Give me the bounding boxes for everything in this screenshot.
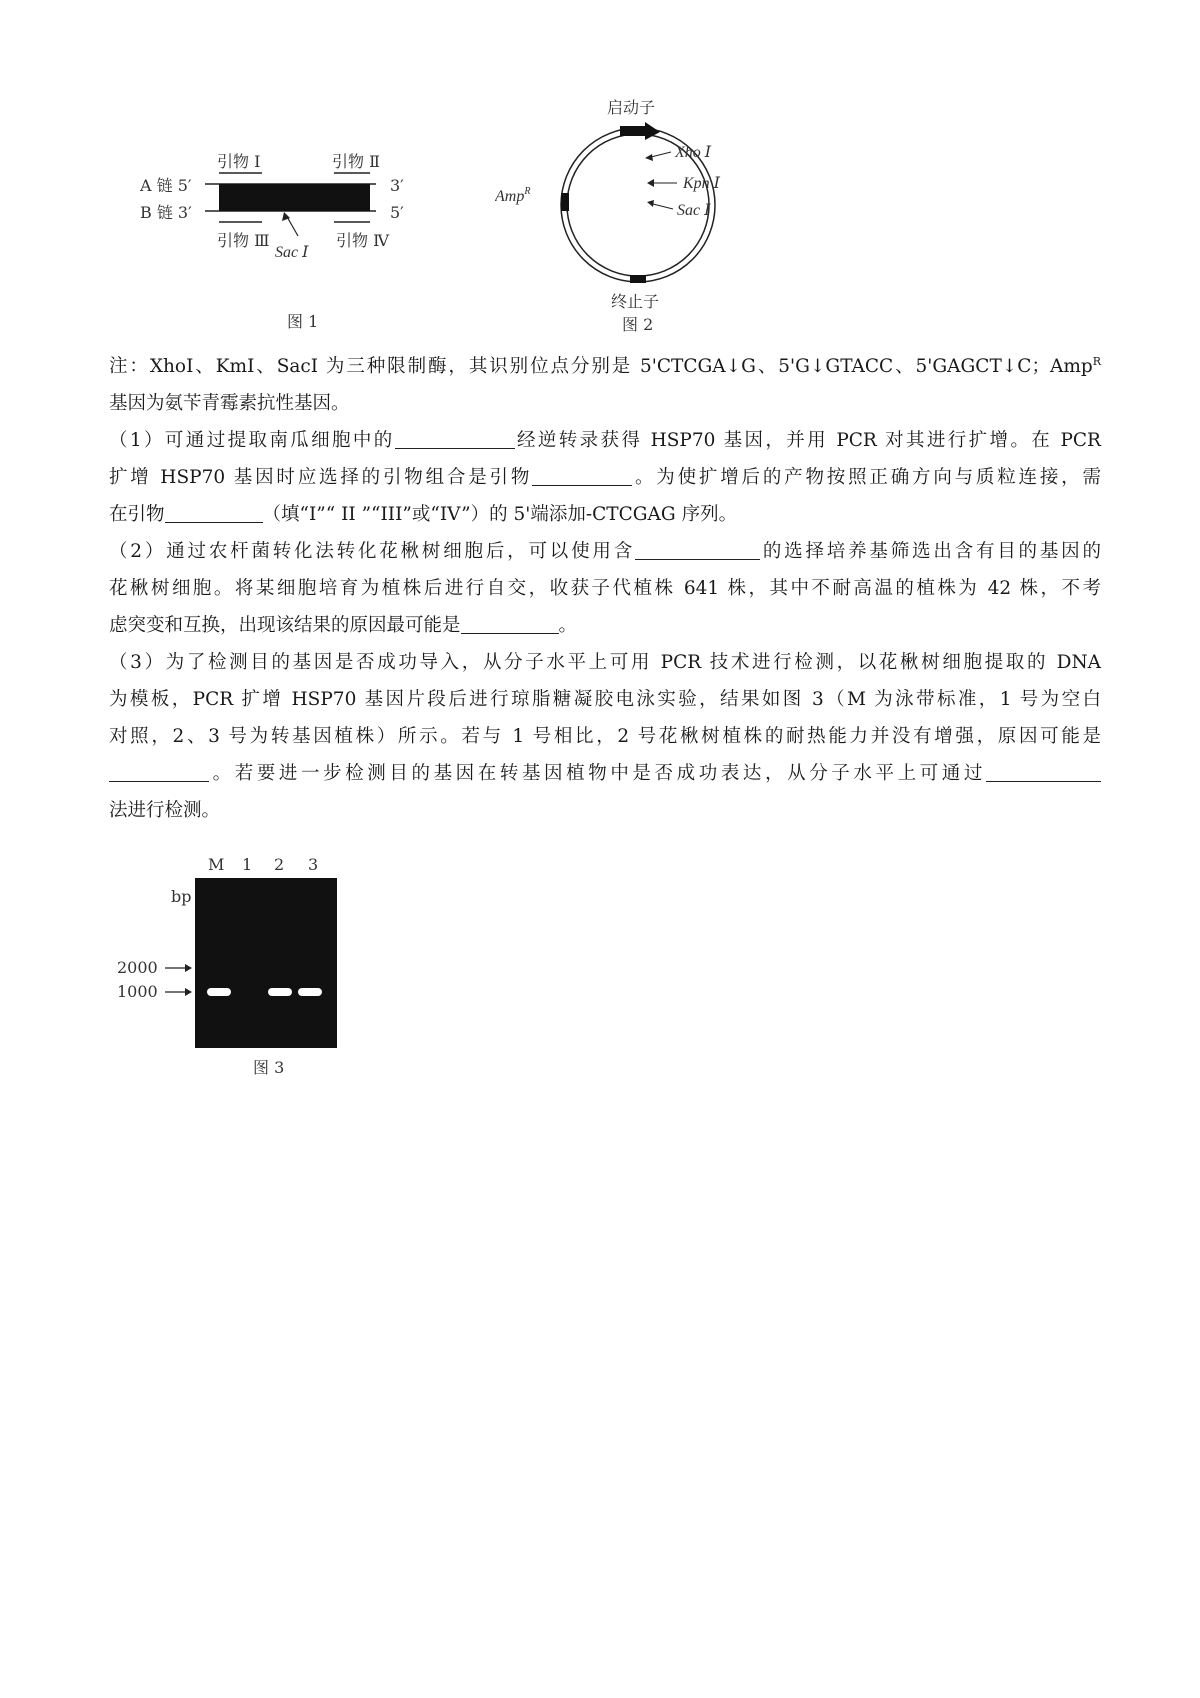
note-superscript: R	[1092, 354, 1101, 368]
blank-q2-selection[interactable]	[635, 537, 760, 560]
lane-label-m: M	[208, 855, 225, 874]
amp-superscript: R	[524, 186, 531, 197]
marker-2000-label: 2000	[117, 958, 158, 977]
note-line-1: 注：XhoI、KmI、SacI 为三种限制酶，其识别位点分别是 5'CTCGA↓G、5'G↓GTACC、5'GAGCT↓C；Amp$^R$	[109, 354, 1101, 377]
q1-line-3: 在引物 （填“I”“ II ”“III”或“IV”）的 5'端添加-CTCGAG 序列。	[109, 496, 1101, 533]
chain-b-label: B 链 3′	[140, 203, 192, 222]
sac-arrowhead	[647, 200, 654, 207]
amp-label: Amp$^R$	[495, 186, 531, 205]
amp-resistance-gene-block	[561, 193, 569, 211]
gel-background	[195, 878, 337, 1048]
note-line-2: 基因为氨苄青霉素抗性基因。	[109, 393, 350, 414]
marker-1000-arrowhead	[185, 988, 192, 996]
figure-2-caption: 图 2	[622, 315, 654, 334]
promoter-label: 启动子	[607, 98, 656, 117]
marker-1000-label: 1000	[117, 982, 158, 1001]
blank-q1-primer-pair[interactable]	[532, 463, 632, 486]
marker-2000-arrowhead	[185, 964, 192, 972]
chain-b-end-label: 5′	[390, 203, 404, 222]
primer-3-label: 引物 Ⅲ	[217, 231, 270, 250]
figure-3-caption: 图 3	[253, 1058, 285, 1077]
figure-3-gel	[115, 850, 355, 1080]
chain-a-label: A 链 5′	[140, 176, 192, 195]
q3-line-2: 为模板，PCR 扩增 HSP70 基因片段后进行琼脂糖凝胶电泳实验，结果如图 3（M 为泳带标准，1 号为空白	[109, 689, 1101, 710]
blank-q3-method[interactable]	[986, 759, 1101, 782]
blank-q1-rna[interactable]	[395, 426, 515, 449]
sac-label: Sac Ⅰ	[677, 202, 711, 219]
lane-label-1: 1	[242, 855, 253, 874]
kpn-label: Kpn Ⅰ	[683, 175, 720, 192]
q2-line-3: 虑突变和互换，出现该结果的原因最可能是 。	[109, 607, 1101, 644]
chain-a-end-label: 3′	[390, 176, 404, 195]
hsp70-gene-block	[219, 184, 370, 211]
q1-line-2: 扩增 HSP70 基因时应选择的引物组合是引物 。为使扩增后的产物按照正确方向与质粒连接，需	[109, 459, 1101, 496]
promoter-arrow	[620, 122, 660, 140]
terminator-block	[630, 275, 646, 283]
q1-line-1: （1）可通过提取南瓜细胞中的 经逆转录获得 HSP70 基因，并用 PCR 对其进行扩增。在 PCR	[109, 422, 1101, 459]
q3-line-1: （3）为了检测目的基因是否成功导入，从分子水平上可用 PCR 技术进行检测，以花楸树细胞提取的 DNA	[109, 652, 1101, 673]
terminator-label: 终止子	[611, 292, 660, 311]
sac-site-label: Sac Ⅰ	[275, 244, 309, 261]
q2-line-1: （2）通过农杆菌转化法转化花楸树细胞后，可以使用含 的选择培养基筛选出含有目的基因的	[109, 533, 1101, 570]
bp-unit-label: bp	[171, 887, 192, 906]
primer-1-label: 引物 Ⅰ	[217, 152, 261, 171]
blank-q3-reason[interactable]	[109, 759, 209, 782]
q3-line-4: 。若要进一步检测目的基因在转基因植物中是否成功表达，从分子水平上可通过	[109, 755, 1101, 792]
primer-4-label: 引物 Ⅳ	[336, 231, 390, 250]
band-lane-3	[298, 988, 322, 996]
figure-1-dna-diagram	[140, 150, 460, 335]
q3-line-3: 对照，2、3 号为转基因植株）所示。若与 1 号相比，2 号花楸树植株的耐热能力并没有增强，原因可能是	[109, 726, 1101, 747]
blank-q1-primer[interactable]	[165, 500, 263, 523]
lane-label-3: 3	[308, 855, 319, 874]
q2-line-2: 花楸树细胞。将某细胞培育为植株后进行自交，收获子代植株 641 株，其中不耐高温的植株为 42 株，不考	[109, 578, 1101, 599]
lane-label-2: 2	[274, 855, 285, 874]
band-lane-m	[207, 988, 231, 996]
q3-line-5: 法进行检测。	[109, 800, 221, 821]
question-text	[109, 348, 1101, 829]
xho-label: Xho Ⅰ	[675, 144, 712, 161]
figure-1-caption: 图 1	[287, 312, 319, 331]
blank-q2-reason[interactable]	[461, 611, 559, 634]
figure-2-plasmid-map	[495, 95, 815, 340]
primer-2-label: 引物 Ⅱ	[332, 152, 380, 171]
xho-arrowhead	[645, 154, 653, 161]
kpn-arrowhead	[647, 179, 654, 187]
band-lane-2	[268, 988, 292, 996]
